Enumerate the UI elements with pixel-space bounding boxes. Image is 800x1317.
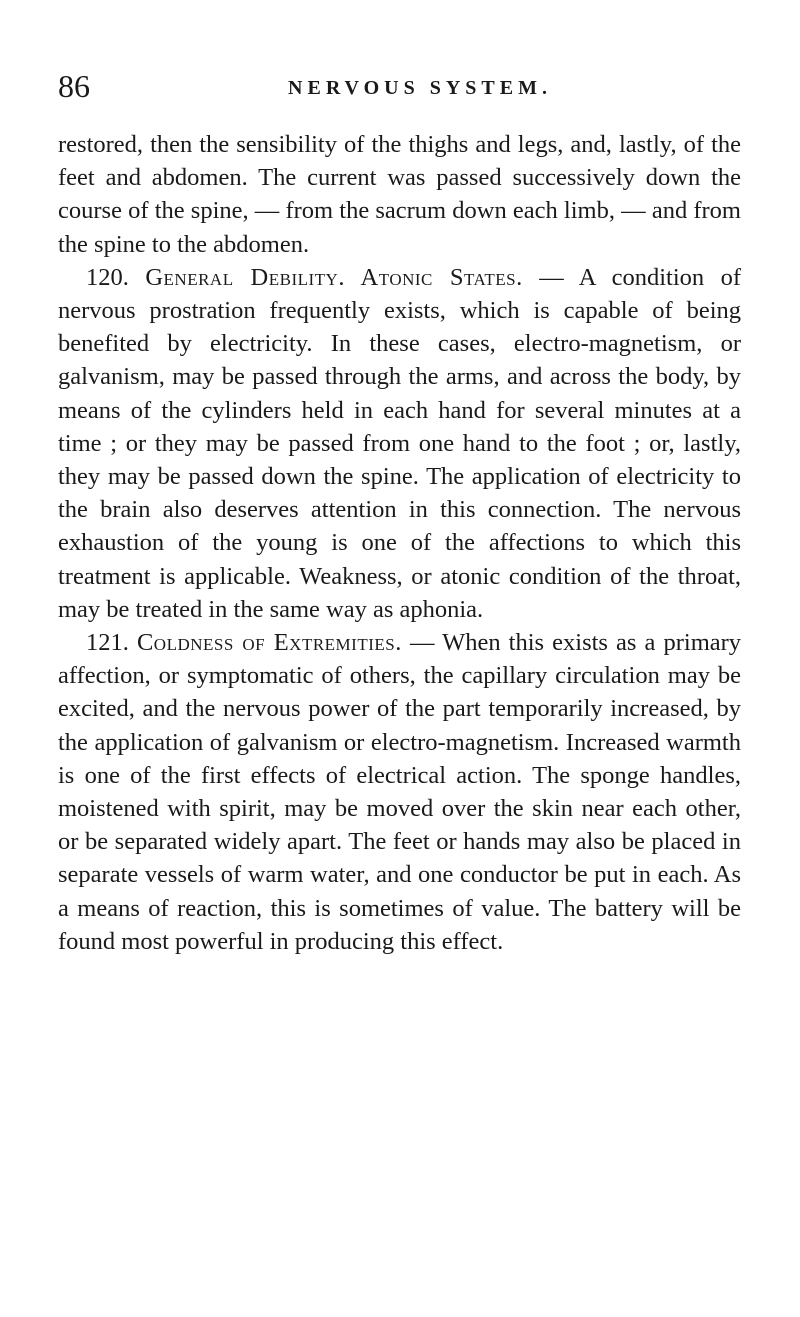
running-title: NERVOUS SYSTEM.: [288, 77, 552, 99]
body-text: [58, 128, 741, 958]
paragraph-continuation: [58, 128, 741, 261]
section-heading: Coldness of Extremities.: [136, 629, 402, 657]
section-number: 121.: [86, 629, 129, 657]
paragraph-120: [58, 261, 741, 626]
section-number: 120.: [86, 263, 129, 291]
page-header: [58, 66, 748, 106]
paragraph-text: — A condition of nervous prostration frequently exists, which is capable of being benefited by electricity. In these cases, electro-magnetism, or galvanism, may be passed through the arms, and across the body, by means of the cylinders held in each hand for several minutes at a time ; or they may be passed from one hand to the foot ; or, lastly, they may be passed down the spine. The application of electricity to the brain also deserves attention in this connection. The nervous exhaustion of the young is one of the affections to which this treatment is applicable. Weakness, or atonic condition of the throat, may be treated in the same way as aphonia.: [58, 263, 742, 623]
section-heading: General Debility. Atonic States.: [145, 263, 523, 291]
paragraph-text: — When this exists as a primary affection, or symptomatic of others, the capillary circulation may be excited, and the nervous power of the part temporarily increased, by the application of galvanism or electro-magnetism. Increased warmth is one of the first effects of electrical action. The sponge handles, moistened with spirit, may be moved over the skin near each other, or be separated widely apart. The feet or hands may also be placed in separate vessels of warm water, and one conductor be put in each. As a means of reaction, this is sometimes of value. The battery will be found most powerful in producing this effect.: [58, 629, 742, 955]
paragraph-text: restored, then the sensibility of the thighs and legs, and, lastly, of the feet and abdomen. The current was passed successively down the course of the spine, — from the sacrum down each limb, — and from the spine to the abdomen.: [58, 131, 741, 258]
paragraph-121: [58, 626, 741, 958]
page-number: 86: [58, 68, 90, 104]
